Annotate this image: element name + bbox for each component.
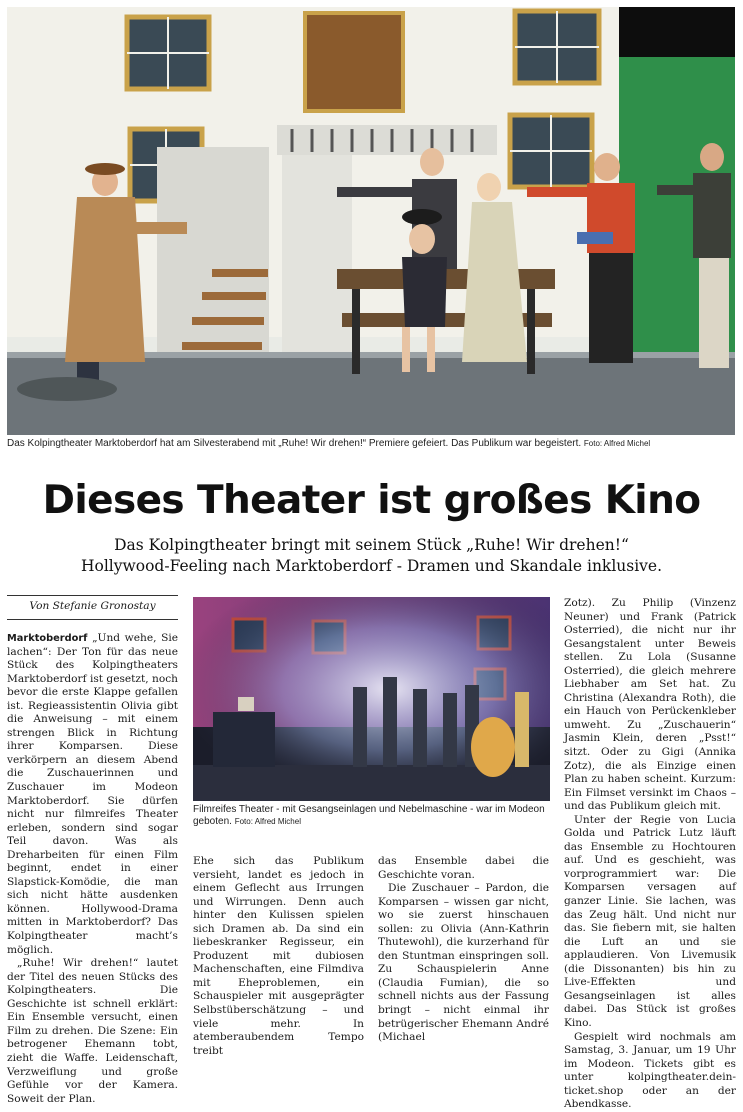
byline: Von Stefanie Gronostay	[29, 600, 156, 612]
paragraph: Gespielt wird nochmals am Samstag, 3. Januar, um 19 Uhr im Modeon. Tickets gibt es unter kolpingtheater.dein-ticket.shop oder an der Abendkasse.	[564, 1030, 736, 1111]
article-column-1	[7, 632, 178, 1106]
paragraph: Unter der Regie von Lucia Golda und Patrick Lutz läuft das Ensemble zu Hochtouren auf. Und es geschieht, was vorprogrammiert war: Die Komparsen versagen auf ganzer Linie. Sie lachen, was das Zeug hält. Und nicht nur das. Sie fiebern mit, sie halten die Luft an und sie applaudieren. Von Livemusik (die Dissonanten) bis hin zu Live-Effekten und Gesangseinlagen ist alles dabei. Das Stück ist großes Kino.	[564, 813, 736, 1029]
subhead-line-2: Hollywood-Feeling nach Marktoberdorf - Dramen und Skandale inklusive.	[80, 557, 663, 575]
stage-photo-mid	[193, 597, 550, 801]
top-photo-caption	[7, 438, 735, 450]
subheadline	[0, 535, 743, 577]
paragraph: „Ruhe! Wir drehen!“ lautet der Titel des neuen Stücks des Kolpingtheaters. Die Geschichte ist schnell erklärt: Ein Ensemble versucht, einen Film zu drehen. Die Szene: Ein betrogener Ehemann tobt, zieht die Waffe. Leidenschaft, Verzweiflung und große Gefühle vor der Kamera. Soweit der Plan.	[7, 957, 178, 1105]
photo-credit: Foto: Alfred Michel	[583, 439, 651, 448]
paragraph	[7, 632, 178, 957]
dateline: Marktoberdorf	[7, 633, 88, 644]
subhead-line-1: Das Kolpingtheater bringt mit seinem Stück „Ruhe! Wir drehen!“	[114, 536, 629, 554]
paragraph: Die Zuschauer – Pardon, die Komparsen – wissen gar nicht, wo sie zuerst hinschauen sollen: zu Olivia (Ann-Kathrin Thutewohl), die kurzerhand für den Stuntman einspringen soll. Zu Schauspielerin Anne (Claudia Fumian), die so schnell nichts aus der Fassung bringt – nicht einmal ihr betrügerischer Ehemann André (Michael	[378, 882, 549, 1044]
paragraph-text: „Und wehe, Sie lachen“: Der Ton für das neue Stück des Kolpingtheaters Marktoberdorf ist gesetzt, noch bevor die erste Klappe gefallen ist. Regieassistentin Olivia gibt die Anweisung – mit einem strengen Blick in Richtung ihrer Komparsen. Diese verkörpern an diesem Abend die Zuschauerinnen und Zuschauer im Modeon Marktoberdorf. Sie dürfen nicht nur filmreifes Theater erleben, sondern sind sogar Teil davon. Was als Dreharbeiten für einen Film beginnt, endet in einer Slapstick-Komödie, die man sich nicht hätte ausdenken können. Hollywood-Drama mitten in Marktoberdorf? Das Kolpingtheater macht’s möglich.	[7, 632, 178, 956]
byline-rule	[7, 619, 178, 620]
article-column-2	[193, 855, 364, 1058]
stage-photo-top	[7, 7, 735, 435]
mid-photo-caption	[193, 804, 550, 828]
photo-credit: Foto: Alfred Michel	[234, 817, 301, 826]
byline-rule	[7, 595, 178, 596]
paragraph: Ehe sich das Publikum versieht, landet es jedoch in einem Geflecht aus Irrungen und Wirrungen. Denn auch hinter den Kulissen spielen sich Dramen ab. Da sind ein liebeskranker Regisseur, ein Produzent mit dubiosen Machenschaften, eine Filmdiva mit Eheproblemen, ein Schauspieler mit ausgeprägter Selbstüberschätzung – und viele mehr. In atemberaubendem Tempo treibt	[193, 855, 364, 1057]
paragraph: das Ensemble dabei die Geschichte voran.	[378, 855, 549, 881]
caption-text: Das Kolpingtheater Marktoberdorf hat am Silvesterabend mit „Ruhe! Wir drehen!“ Premiere gefeiert. Das Publikum war begeistert.	[7, 438, 582, 449]
paragraph: Zotz). Zu Philip (Vinzenz Neuner) und Frank (Patrick Osterried), die nicht nur ihr Gesangstalent unter Beweis stellen. Zu Lola (Susanne Osterried), die gleich mehrere Liebhaber am Set hat. Zu Christina (Alexandra Roth), die ein Hauch von Perückenkleber umweht. Zu „Zuschauerin“ Jasmin Klein, deren „Psst!“ sitzt. Oder zu Gigi (Annika Zotz), die als Einzige einen Plan zu haben scheint. Kurzum: Ein Filmset versinkt im Chaos – und das Publikum gleich mit.	[564, 597, 736, 813]
article-column-3	[378, 855, 549, 1045]
caption-text: Filmreifes Theater - mit Gesangseinlagen und Nebelmaschine - war im Modeon geboten.	[193, 804, 545, 827]
article-column-4	[564, 597, 736, 1112]
headline: Dieses Theater ist großes Kino	[42, 478, 701, 523]
